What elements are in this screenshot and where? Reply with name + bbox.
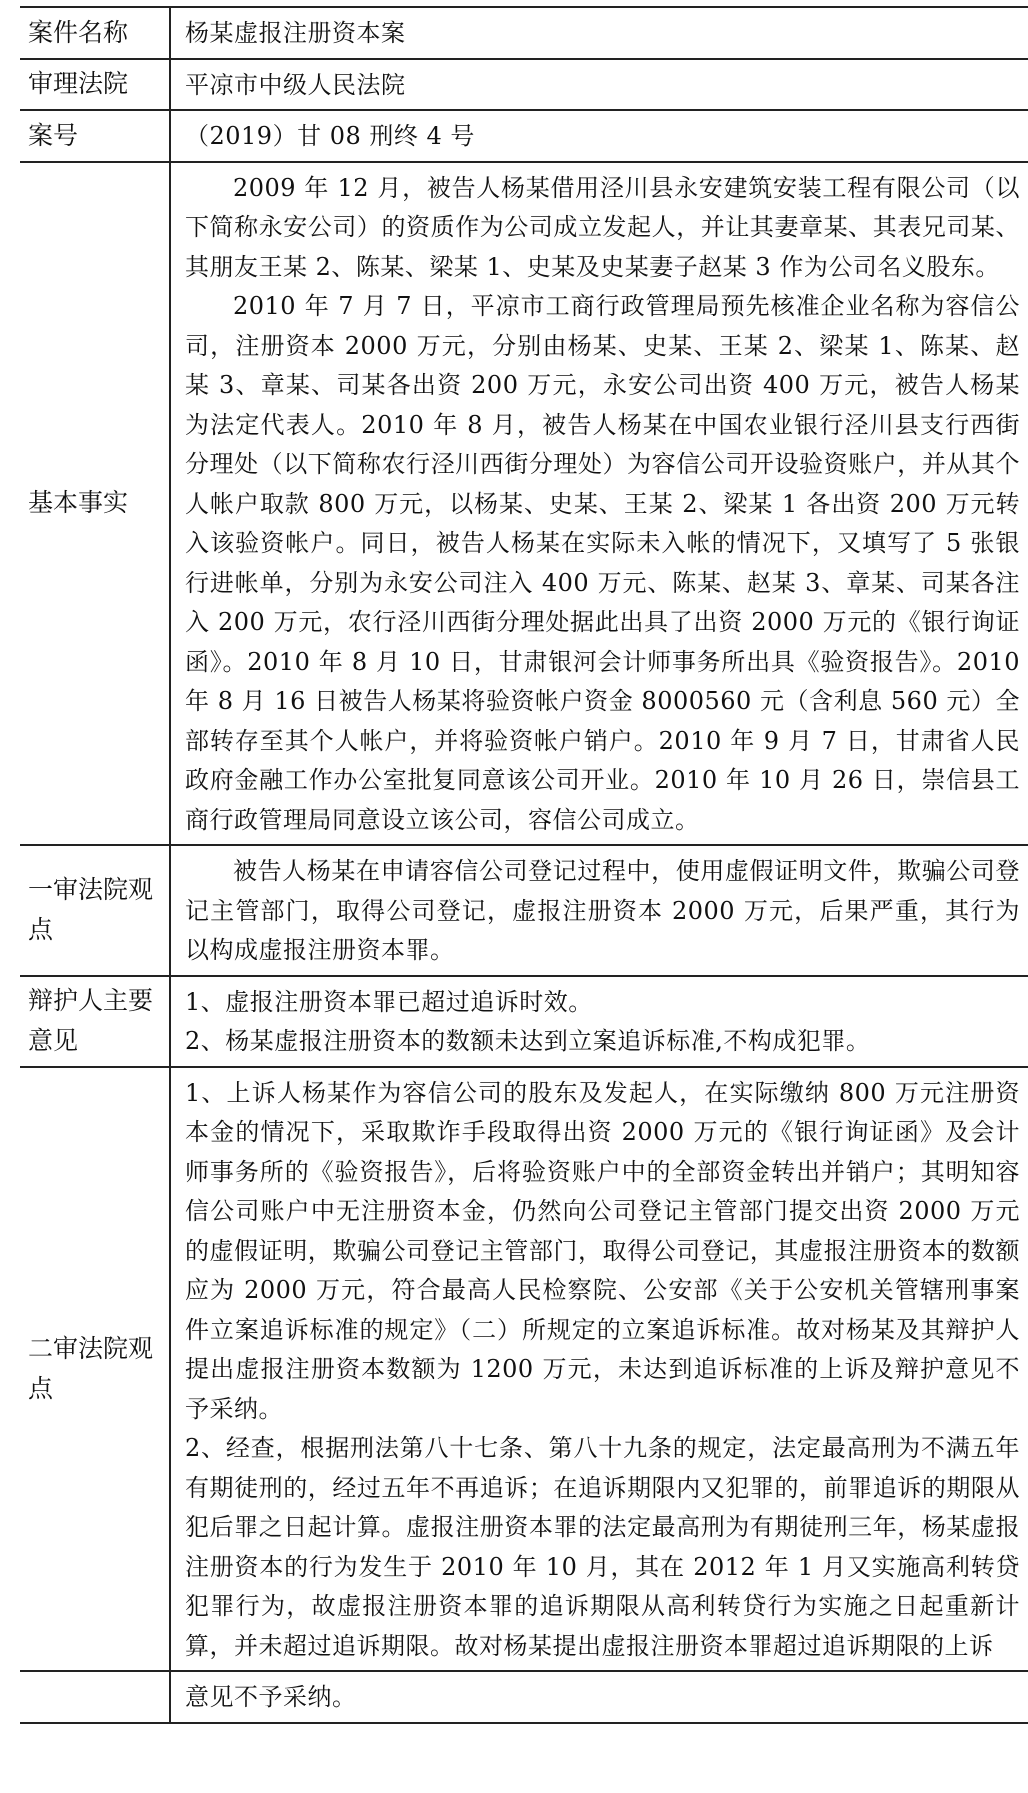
row-second-instance xyxy=(20,1067,1028,1672)
row-case-number xyxy=(20,110,1028,162)
row-content xyxy=(170,110,1028,162)
facts-paragraph: 2009 年 12 月，被告人杨某借用泾川县永安建筑安装工程有限公司（以下简称永安公司）的资质作为公司成立发起人，并让其妻章某、其表兄司某、其朋友王某 2、陈某、梁某 1、史某及史某妻子赵某 3 作为公司名义股东。 xyxy=(185,173,1020,281)
row-first-instance xyxy=(20,845,1028,976)
first-instance-text: 被告人杨某在申请容信公司登记过程中，使用虚假证明文件，欺骗公司登记主管部门，取得公司登记，虚报注册资本 2000 万元，后果严重，其行为以构成虚报注册资本罪。 xyxy=(185,857,1020,964)
second-instance-point: 1、上诉人杨某作为容信公司的股东及发起人，在实际缴纳 800 万元注册资本金的情况下，采取欺诈手段取得出资 2000 万元的《银行询证函》及会计师事务所的《验资报告》，后将验资账户中的全部资金转出并销户；其明知容信公司账户中无注册资本金，仍然向公司登记主管部门提交出资 2000 万元的虚假证明，欺骗公司登记主管部门，取得公司登记，其虚报注册资本的数额应为 2000 万元，符合最高人民检察院、公安部《关于公安机关管辖刑事案件立案追诉标准的规定》（二）所规定的立案追诉标准。故对杨某及其辩护人提出虚报注册资本数额为 1200 万元，未达到追诉标准的上诉及辩护意见不予采纳。 xyxy=(185,1078,1020,1423)
row-content xyxy=(170,7,1028,59)
case-number-text: （2019）甘 08 刑终 4 号 xyxy=(185,122,475,150)
continuation-text: 意见不予采纳。 xyxy=(185,1683,357,1711)
row-content xyxy=(170,1671,1028,1723)
row-continuation xyxy=(20,1671,1028,1723)
row-label xyxy=(20,1671,170,1723)
row-label: 案件名称 xyxy=(20,7,170,59)
row-basic-facts xyxy=(20,162,1028,846)
row-content xyxy=(170,976,1028,1067)
row-label: 辩护人主要意见 xyxy=(20,976,170,1067)
row-label: 审理法院 xyxy=(20,59,170,111)
defense-point: 1、虚报注册资本罪已超过追诉时效。 xyxy=(185,987,593,1016)
court-text: 平凉市中级人民法院 xyxy=(185,70,406,99)
case-table xyxy=(20,6,1028,1724)
row-defense xyxy=(20,976,1028,1067)
row-content xyxy=(170,59,1028,111)
row-content xyxy=(170,1067,1028,1672)
row-court xyxy=(20,59,1028,111)
case-name-text: 杨某虚报注册资本案 xyxy=(185,19,406,47)
defense-point: 2、杨某虚报注册资本的数额未达到立案追诉标准,不构成犯罪。 xyxy=(185,1027,871,1055)
facts-paragraph: 2010 年 7 月 7 日，平凉市工商行政管理局预先核准企业名称为容信公司，注册资本 2000 万元，分别由杨某、史某、王某 2、梁某 1、陈某、赵某 3、章某、司某各出资 200 万元，永安公司出资 400 万元，被告人杨某为法定代表人。2010 年 8 月，被告人杨某在中国农业银行泾川县支行西街分理处（以下简称农行泾川西街分理处）为容信公司开设验资账户，并从其个人帐户取款 800 万元，以杨某、史某、王某 2、梁某 1 各出资 200 万元转入该验资帐户。同日，被告人杨某在实际未入帐的情况下，又填写了 5 张银行进帐单，分别为永安公司注入 400 万元、陈某、赵某 3、章某、司某各注入 200 万元，农行泾川西街分理处据此出具了出资 2000 万元的《银行询证函》。2010 年 8 月 10 日，甘肃银河会计师事务所出具《验资报告》。2010 年 8 月 16 日被告人杨某将验资帐户资金 8000560 元（含利息 560 元）全部转存至其个人帐户，并将验资帐户销户。2010 年 9 月 7 日，甘肃省人民政府金融工作办公室批复同意该公司开业。2010 年 10 月 26 日，崇信县工商行政管理局同意设立该公司，容信公司成立。 xyxy=(185,292,1020,834)
row-label: 基本事实 xyxy=(20,162,170,846)
row-label: 二审法院观点 xyxy=(20,1067,170,1672)
row-label: 案号 xyxy=(20,110,170,162)
second-instance-point: 2、经查，根据刑法第八十七条、第八十九条的规定，法定最高刑为不满五年有期徒刑的，经过五年不再追诉；在追诉期限内又犯罪的，前罪追诉的期限从犯后罪之日起计算。虚报注册资本罪的法定最高刑为有期徒刑三年，杨某虚报注册资本的行为发生于 2010 年 10 月，其在 2012 年 1 月又实施高利转贷犯罪行为，故虚报注册资本罪的追诉期限从高利转贷行为实施之日起重新计算，并未超过追诉期限。故对杨某提出虚报注册资本罪超过追诉期限的上诉 xyxy=(185,1434,1020,1660)
row-case-name xyxy=(20,7,1028,59)
row-label: 一审法院观点 xyxy=(20,845,170,976)
row-content xyxy=(170,845,1028,976)
row-content xyxy=(170,162,1028,846)
